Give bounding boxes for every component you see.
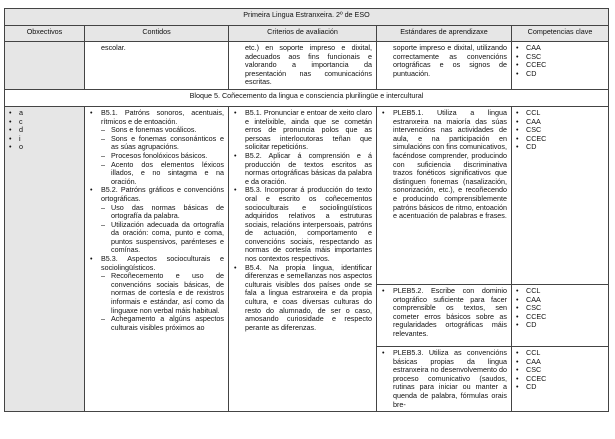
objective-item: • a (9, 109, 80, 118)
standard-cell-2 (377, 284, 512, 346)
carry-obxectivos (5, 42, 85, 90)
competence-item: • CCEC (516, 313, 604, 322)
competencias-cell-3 (512, 346, 609, 411)
competence-item: • CCEC (516, 61, 604, 70)
header-estandares: Estándares de aprendizaxe (377, 26, 512, 42)
content-b51: • B5.1. Patróns sonoros, acentuais, rítmicos e de entoación. (89, 109, 224, 126)
competence-item: • CSC (516, 366, 604, 375)
competence-item: • CAA (516, 358, 604, 367)
content-sub: – Utilización adecuada da ortografía da oración: coma, punto e coma, puntos suspensivos, parénteses e comínas. (89, 221, 224, 255)
block-title: Bloque 5. Coñecemento da lingua e consciencia plurilingüe e intercultural (5, 89, 609, 106)
competence-item: • CCEC (516, 135, 604, 144)
objectives-cell (5, 106, 85, 411)
header-criterios: Criterios de avaliación (229, 26, 377, 42)
table-title: Primeira Lingua Estranxeira. 2º de ESO (5, 9, 609, 26)
block5-row-1 (5, 106, 609, 284)
content-sub: – Sons e fonemas consonánticos e as súas agrupacións. (89, 135, 224, 152)
standard-pleb51: • PLEB5.1. Utiliza a lingua estranxeira na maioría das súas intervencións nas actividades de aula, e na participación en simulacións con fins comunicativos, facéndose comprender, producindo con suficiencia discriminativa trazos fonéticos significativos que distinguen fonemas (nasalización, sonorización, etc.), e recoñecendo e producindo comprensiblemente patróns básicos de ritmo, entoación e acentuación de palabras e frases. (381, 109, 507, 221)
content-sub: – Sons e fonemas vocálicos. (89, 126, 224, 135)
criterion-b52: • B5.2. Aplicar á comprensión e á producción de textos escritos as normas ortográficas básicas da palabra e da oración. (233, 152, 372, 186)
standard-pleb53: • PLEB5.3. Utiliza as convencións básicas propias da lingua estranxeira no desenvolvemento do proceso comunicativo (saudos, rutinas para iniciar ou manter a quenda de palabra, fórmulas orais bre- (381, 349, 507, 409)
objective-item: • c (9, 118, 80, 127)
objective-item: • o (9, 143, 80, 152)
content-sub: – Recoñecemento e uso de convencións sociais básicas, de normas de cortesía e de rexistros informais e estándar, así como da linguaxe non verbal máis habitual. (89, 272, 224, 315)
carry-estandares: soporte impreso e dixital, utilizando correctamente as convencións ortográficas e os signos de puntuación. (377, 42, 512, 90)
header-competencias: Competencias clave (512, 26, 609, 42)
content-sub: – Acento dos elementos léxicos illados, e no sintagma e na oración. (89, 161, 224, 187)
competencias-cell-1 (512, 106, 609, 284)
criterion-b51: • B5.1. Pronunciar e entoar de xeito claro e intelixible, ainda que se cometán erros de pronuncia polos que as persoas interlocutoras teñan que solicitar repeticións. (233, 109, 372, 152)
objective-item: • d (9, 126, 80, 135)
content-b53: • B5.3. Aspectos socioculturais e sociolingüísticos. (89, 255, 224, 272)
standard-pleb52: • PLEB5.2. Escribe con dominio ortográfico suficiente para facer comprensible os textos, sen cometer erros básicos sobre as regularidades ortográficas máis relevantes. (381, 287, 507, 339)
competence-item: • CSC (516, 304, 604, 313)
carry-criterios: etc.) en soporte impreso e dixital, adecuados aos fins funcionais e valorando a importancia da presentación nas comunicacións escritas. (229, 42, 377, 90)
table-title-row (5, 9, 609, 26)
objective-item: • i (9, 135, 80, 144)
competencias-cell-2 (512, 284, 609, 346)
contidos-cell (85, 106, 229, 411)
competence-item: • CCL (516, 349, 604, 358)
carry-competencias (512, 42, 609, 90)
criterion-b53: • B5.3. Incorporar á producción do texto oral e escrito os coñecementos socioculturais e sociolingüísticos adquiridos relativos a estruturas sociais, relacións interpersoais, patróns de actuación, comportamento e convencións sociais, respectando as normas de cortesía máis importantes nos contextos respectivos. (233, 186, 372, 263)
competence-item: • CD (516, 321, 604, 330)
competence-item: • CD (516, 143, 604, 152)
competence-item: • CAA (516, 118, 604, 127)
content-sub: – Uso das normas básicas de ortografía da palabra. (89, 204, 224, 221)
header-row (5, 26, 609, 42)
competence-item: • CCL (516, 109, 604, 118)
competence-item: • CCL (516, 287, 604, 296)
criterion-b54: • B5.4. Na propia lingua, identificar diferenzas e semellanzas nos aspectos culturais visibles dos países onde se fala a lingua estranxeira e da propia cultura, e coas diversas culturas do resto do alumnado, de ser o caso, amosando curiosidade e respecto perante as diferenzas. (233, 264, 372, 333)
carry-contidos: escolar. (85, 42, 229, 90)
content-sub: – Achegamento a algúns aspectos culturais visibles próximos ao (89, 315, 224, 332)
standard-cell-1 (377, 106, 512, 284)
block-title-row (5, 89, 609, 106)
header-contidos: Contidos (85, 26, 229, 42)
curriculum-table (4, 8, 609, 412)
carry-over-row (5, 42, 609, 90)
header-obxectivos: Obxectivos (5, 26, 85, 42)
content-sub: – Procesos fonolóxicos básicos. (89, 152, 224, 161)
standard-cell-3 (377, 346, 512, 411)
competence-item: • CAA (516, 44, 604, 53)
competence-item: • CSC (516, 53, 604, 62)
competence-item: • CAA (516, 296, 604, 305)
competence-item: • CD (516, 383, 604, 392)
competence-item: • CD (516, 70, 604, 79)
content-b52: • B5.2. Patróns gráficos e convencións ortográficas. (89, 186, 224, 203)
criterios-cell (229, 106, 377, 411)
competence-item: • CCEC (516, 375, 604, 384)
competence-item: • CSC (516, 126, 604, 135)
